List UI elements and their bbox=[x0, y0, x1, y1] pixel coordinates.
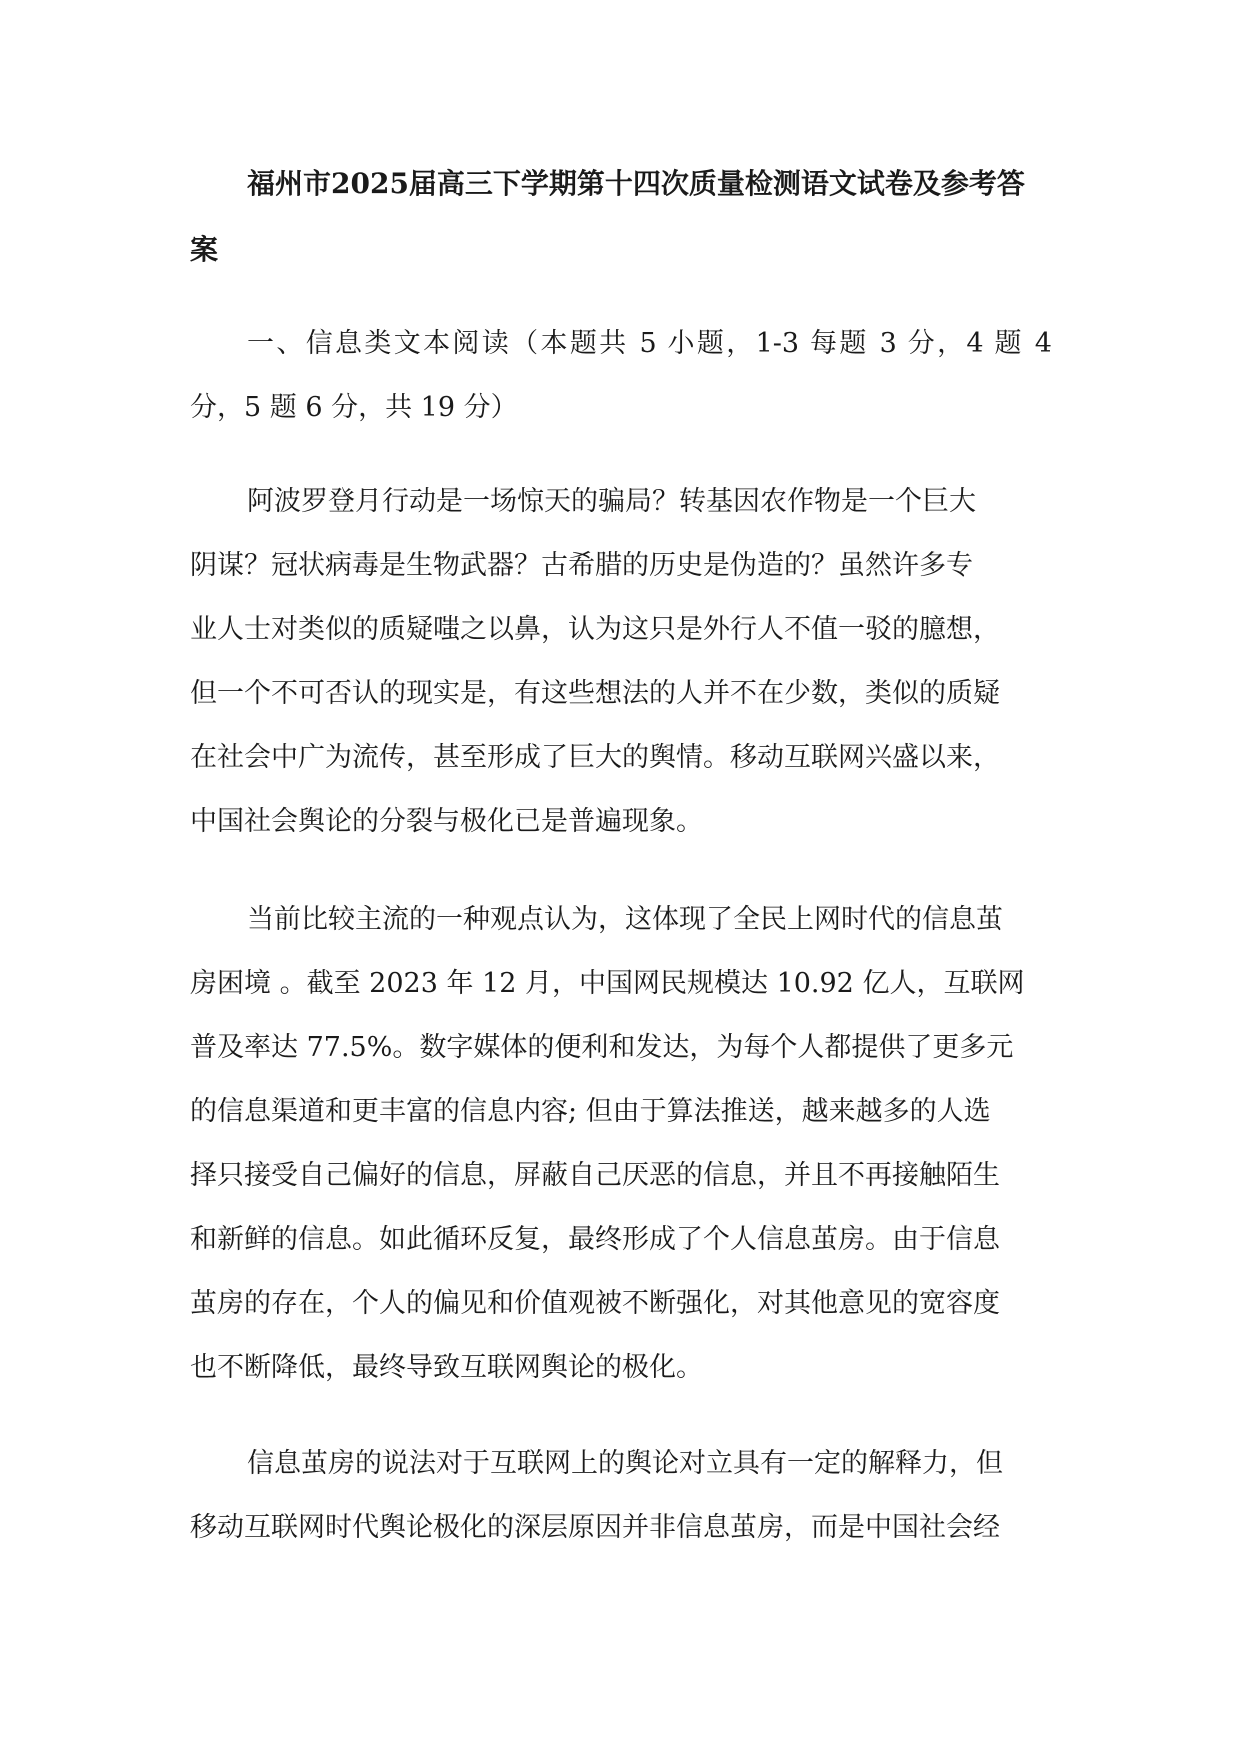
paragraph-2-line: 房困境 。截至 2023 年 12 月，中国网民规模达 10.92 亿人，互联网 bbox=[190, 968, 1025, 999]
paragraph-2-line: 也不断降低，最终导致互联网舆论的极化。 bbox=[190, 1352, 703, 1383]
paragraph-3-line: 信息茧房的说法对于互联网上的舆论对立具有一定的解释力，但 bbox=[247, 1448, 1003, 1479]
section-heading-line-1: 一、信息类文本阅读（本题共 5 小题，1-3 每题 3 分，4 题 4 bbox=[247, 328, 1052, 359]
paragraph-1-line: 但一个不可否认的现实是，有这些想法的人并不在少数，类似的质疑 bbox=[190, 678, 1000, 709]
document-title-line-1: 福州市2025届高三下学期第十四次质量检测语文试卷及参考答 bbox=[247, 167, 1025, 200]
paragraph-1-line: 在社会中广为流传，甚至形成了巨大的舆情。移动互联网兴盛以来， bbox=[190, 742, 1000, 773]
paragraph-2-line: 当前比较主流的一种观点认为，这体现了全民上网时代的信息茧 bbox=[247, 904, 1003, 935]
document-title-line-2: 案 bbox=[190, 233, 219, 266]
paragraph-2-line: 的信息渠道和更丰富的信息内容; 但由于算法推送，越来越多的人选 bbox=[190, 1096, 991, 1127]
paragraph-2-line: 和新鲜的信息。如此循环反复，最终形成了个人信息茧房。由于信息 bbox=[190, 1224, 1000, 1255]
section-heading-line-2: 分，5 题 6 分，共 19 分） bbox=[190, 392, 518, 423]
paragraph-2-line: 普及率达 77.5%。数字媒体的便利和发达，为每个人都提供了更多元 bbox=[190, 1032, 1014, 1063]
paragraph-1-line: 业人士对类似的质疑嗤之以鼻，认为这只是外行人不值一驳的臆想， bbox=[190, 614, 1000, 645]
paragraph-1-line: 阿波罗登月行动是一场惊天的骗局？转基因农作物是一个巨大 bbox=[247, 486, 976, 517]
paragraph-2-line: 择只接受自己偏好的信息，屏蔽自己厌恶的信息，并且不再接触陌生 bbox=[190, 1160, 1000, 1191]
paragraph-1-line: 阴谋？冠状病毒是生物武器？古希腊的历史是伪造的？虽然许多专 bbox=[190, 550, 973, 581]
paragraph-3-line: 移动互联网时代舆论极化的深层原因并非信息茧房，而是中国社会经 bbox=[190, 1512, 1000, 1543]
paragraph-2-line: 茧房的存在，个人的偏见和价值观被不断强化，对其他意见的宽容度 bbox=[190, 1288, 1000, 1319]
paragraph-1-line: 中国社会舆论的分裂与极化已是普遍现象。 bbox=[190, 806, 703, 837]
